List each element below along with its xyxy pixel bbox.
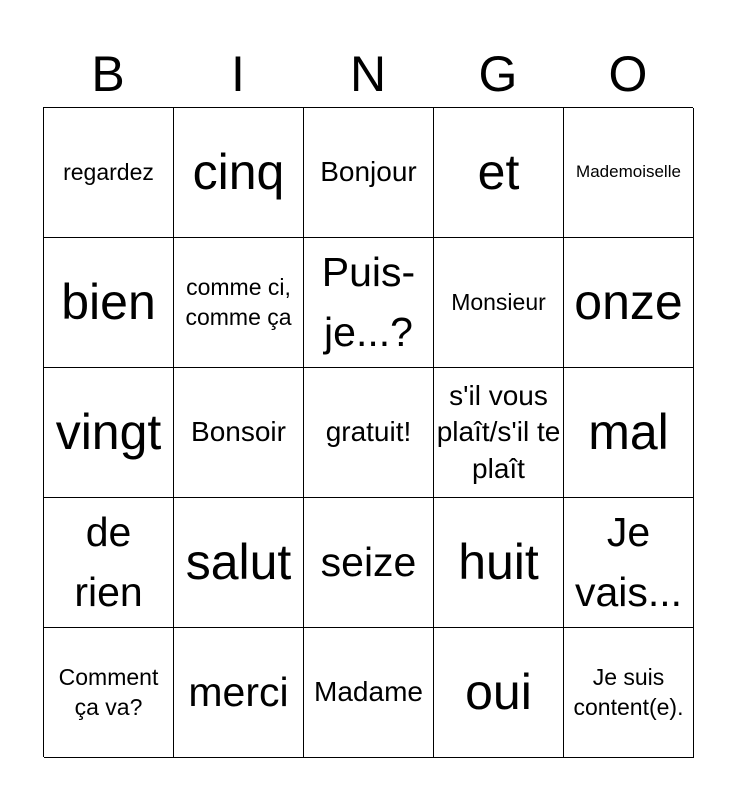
bingo-cell-r5c1[interactable] (44, 628, 174, 758)
header-letter-n: N (349, 46, 387, 102)
bingo-cell-r5c2[interactable] (174, 628, 304, 758)
bingo-cell-r3c4[interactable] (434, 368, 564, 498)
cell-text: oui (465, 663, 532, 720)
cell-text: Monsieur (451, 288, 546, 315)
cell-text: merci (188, 668, 289, 715)
bingo-cell-r4c4[interactable] (434, 498, 564, 628)
bingo-cell-r2c1[interactable] (44, 238, 174, 368)
cell-text: regardez (63, 158, 154, 185)
bingo-cell-r3c1[interactable] (44, 368, 174, 498)
bingo-header (43, 40, 693, 108)
bingo-cell-r1c1[interactable] (44, 108, 174, 238)
bingo-cell-r2c3[interactable] (304, 238, 434, 368)
bingo-cell-r2c5[interactable] (564, 238, 694, 368)
cell-text: Puis-je...? (321, 249, 416, 355)
bingo-cell-r4c3[interactable] (304, 498, 434, 628)
cell-text: Madame (314, 676, 423, 708)
cell-text: Mademoiselle (576, 162, 681, 182)
header-letter-i: I (231, 46, 245, 102)
bingo-cell-r5c3[interactable] (304, 628, 434, 758)
cell-text: Bonjour (320, 156, 417, 188)
cell-text: cinq (192, 143, 285, 200)
bingo-cell-r4c2[interactable] (174, 498, 304, 628)
cell-text: Je vais... (574, 509, 683, 615)
cell-text: Je suis content(e). (573, 663, 684, 720)
cell-text: huit (458, 533, 539, 590)
bingo-cell-r2c2[interactable] (174, 238, 304, 368)
cell-text: vingt (55, 403, 162, 460)
bingo-cell-r2c4[interactable] (434, 238, 564, 368)
cell-text: comme ci, comme ça (185, 273, 292, 330)
cell-text: s'il vous plaît/s'il te plaît (436, 379, 561, 484)
bingo-cell-r1c5[interactable] (564, 108, 694, 238)
cell-text: et (477, 143, 520, 200)
bingo-cell-r1c4[interactable] (434, 108, 564, 238)
header-letter-b: B (91, 46, 125, 102)
cell-text: Comment ça va? (58, 663, 159, 720)
cell-text: salut (185, 533, 292, 590)
bingo-cell-r3c2[interactable] (174, 368, 304, 498)
header-letter-o: O (608, 46, 648, 102)
bingo-grid (43, 107, 693, 757)
bingo-cell-r5c5[interactable] (564, 628, 694, 758)
cell-text: bien (61, 273, 156, 330)
bingo-cell-r5c4[interactable] (434, 628, 564, 758)
bingo-cell-r3c5[interactable] (564, 368, 694, 498)
header-letter-g: G (478, 46, 518, 102)
cell-text: gratuit! (325, 416, 412, 448)
cell-text: Bonsoir (191, 416, 286, 448)
bingo-cell-r1c2[interactable] (174, 108, 304, 238)
bingo-cell-r1c3[interactable] (304, 108, 434, 238)
cell-text: de rien (74, 509, 143, 615)
bingo-cell-r3c3[interactable] (304, 368, 434, 498)
cell-text: seize (320, 538, 417, 585)
cell-text: mal (588, 403, 669, 460)
cell-text: onze (574, 273, 683, 330)
bingo-cell-r4c5[interactable] (564, 498, 694, 628)
bingo-cell-r4c1[interactable] (44, 498, 174, 628)
